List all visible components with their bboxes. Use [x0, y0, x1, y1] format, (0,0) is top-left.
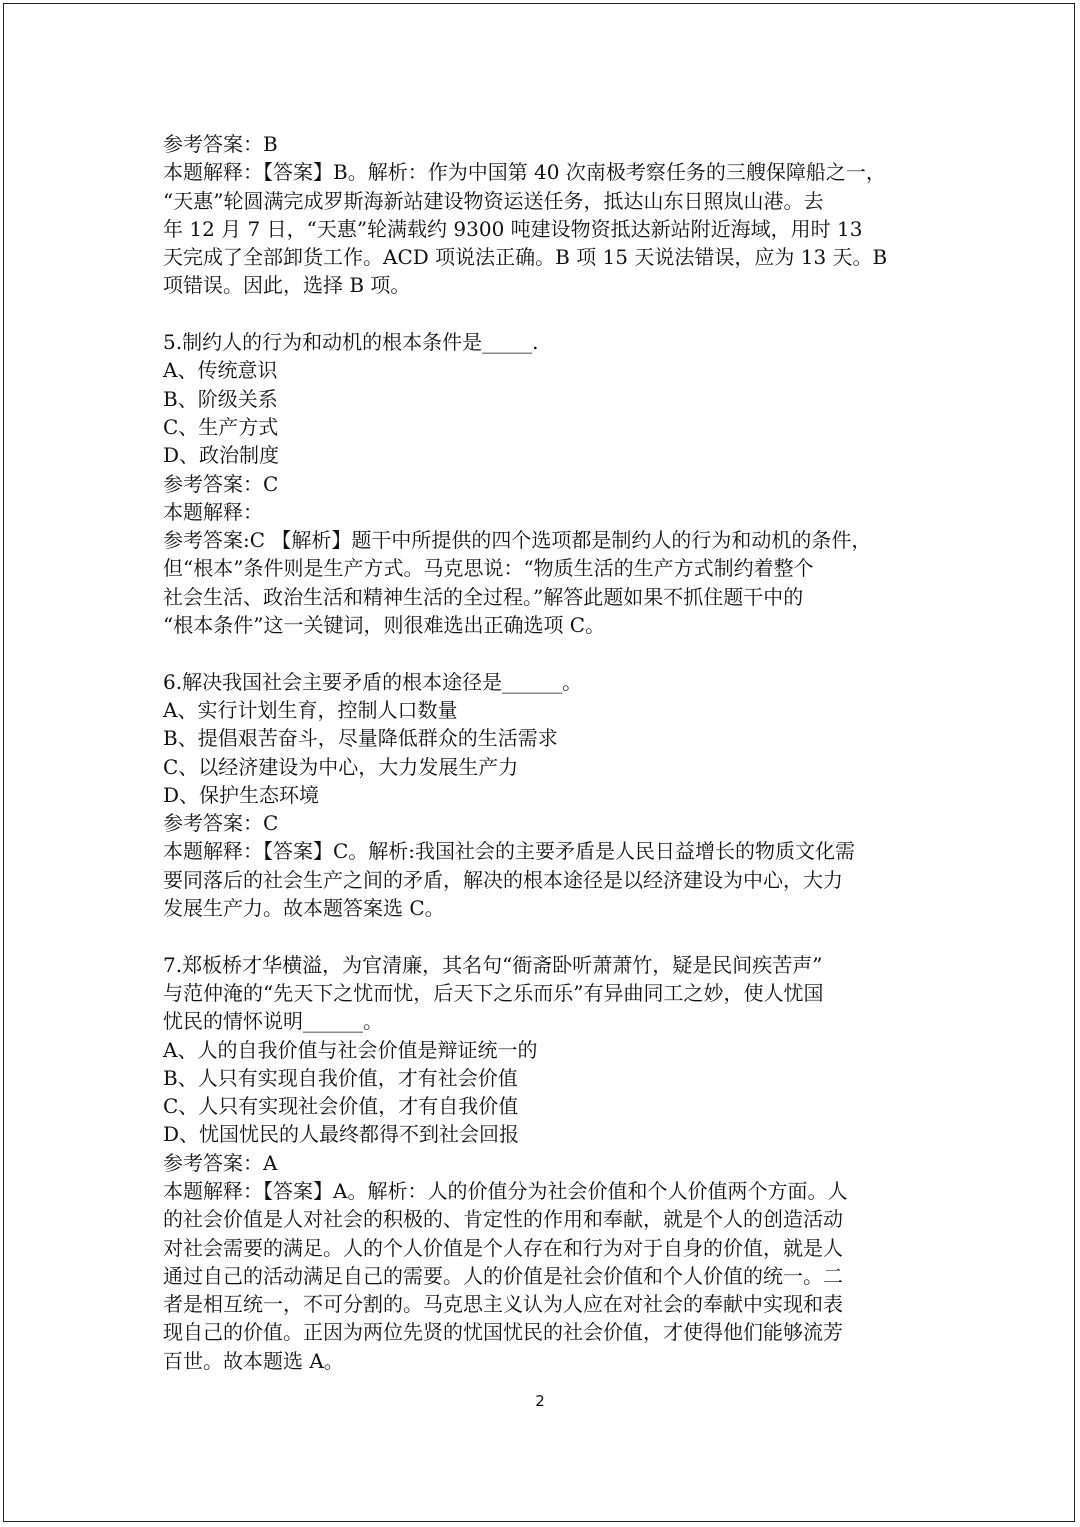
explanation-line: 通过自己的活动满足自己的需要。人的价值是社会价值和个人价值的统一。二 — [163, 1263, 843, 1288]
question-6 — [163, 668, 923, 923]
explanation-line: 发展生产力。故本题答案选 C。 — [163, 896, 445, 921]
explanation-line: 对社会需要的满足。人的个人价值是个人存在和行为对于自身的价值，就是人 — [163, 1235, 843, 1260]
option-d: D、保护生态环境 — [163, 782, 320, 807]
spacer — [163, 639, 923, 667]
question-text: 忧民的情怀说明______。 — [163, 1009, 383, 1034]
explanation-line: 年 12 月 7 日，“天惠”轮满载约 9300 吨建设物资抵达新站附近海域，用时 13 — [163, 216, 863, 241]
explanation-line: 本题解释：【答案】C。解析:我国社会的主要矛盾是人民日益增长的物质文化需 — [163, 839, 856, 864]
explanation-line: 现自己的价值。正因为两位先贤的忧国忧民的社会价值，才使得他们能够流芳 — [163, 1320, 843, 1345]
explanation-line: “根本条件”这一关键词，则很难选出正确选项 C。 — [163, 613, 606, 638]
explanation-label: 本题解释： — [163, 499, 263, 524]
option-a: A、传统意识 — [163, 358, 278, 383]
explanation-line: 者是相互统一，不可分割的。马克思主义认为人应在对社会的奉献中实现和表 — [163, 1292, 843, 1317]
question-4-tail — [163, 130, 923, 300]
spacer — [163, 300, 923, 328]
explanation-line: 要同落后的社会生产之间的矛盾，解决的根本途径是以经济建设为中心，大力 — [163, 867, 843, 892]
explanation-line: 的社会价值是人对社会的积极的、肯定性的作用和奉献，就是个人的创造活动 — [163, 1207, 843, 1232]
option-a: A、人的自我价值与社会价值是辩证统一的 — [163, 1037, 538, 1062]
question-7 — [163, 951, 923, 1375]
answer-line: 参考答案：C — [163, 811, 279, 836]
question-5 — [163, 328, 923, 639]
question-text: 5.制约人的行为和动机的根本条件是_____. — [163, 330, 539, 355]
explanation-line: “天惠”轮圆满完成罗斯海新站建设物资运送任务，抵达山东日照岚山港。去 — [163, 188, 824, 213]
answer-line: 参考答案：C — [163, 471, 279, 496]
explanation-line: 百世。故本题选 A。 — [163, 1348, 344, 1373]
answer-line: 参考答案：B — [163, 132, 278, 156]
option-d: D、忧国忧民的人最终都得不到社会回报 — [163, 1122, 520, 1147]
option-d: D、政治制度 — [163, 443, 280, 468]
question-text: 6.解决我国社会主要矛盾的根本途径是______。 — [163, 669, 583, 694]
answer-line: 参考答案：A — [163, 1150, 278, 1175]
explanation-line: 参考答案:C 【解析】题干中所提供的四个选项都是制约人的行为和动机的条件， — [163, 528, 872, 553]
explanation-line: 项错误。因此，选择 B 项。 — [163, 273, 411, 298]
explanation-line: 本题解释：【答案】A。解析：人的价值分为社会价值和个人价值两个方面。人 — [163, 1178, 848, 1203]
question-text: 7.郑板桥才华横溢，为官清廉，其名句“衙斋卧听萧萧竹，疑是民间疾苦声” — [163, 952, 823, 977]
option-a: A、实行计划生育，控制人口数量 — [163, 697, 458, 722]
explanation-line: 本题解释：【答案】B。解析：作为中国第 40 次南极考察任务的三艘保障船之一， — [163, 160, 886, 185]
option-b: B、阶级关系 — [163, 386, 278, 411]
option-c: C、以经济建设为中心，大力发展生产力 — [163, 754, 519, 779]
page-number: 2 — [535, 1392, 545, 1410]
explanation-line: 天完成了全部卸货工作。ACD 项说法正确。B 项 15 天说法错误，应为 13 天。B — [163, 245, 888, 270]
explanation-line: 但“根本”条件则是生产方式。马克思说：“物质生活的生产方式制约着整个 — [163, 556, 814, 581]
explanation-line: 社会生活、政治生活和精神生活的全过程。”解答此题如果不抓住题干中的 — [163, 584, 804, 609]
spacer — [163, 922, 923, 950]
question-text: 与范仲淹的“先天下之忧而忧，后天下之乐而乐”有异曲同工之妙，使人忧国 — [163, 980, 824, 1005]
option-c: C、人只有实现社会价值，才有自我价值 — [163, 1094, 519, 1119]
option-b: B、提倡艰苦奋斗，尽量降低群众的生活需求 — [163, 726, 558, 751]
option-c: C、生产方式 — [163, 414, 279, 439]
document-body — [163, 130, 923, 1375]
option-b: B、人只有实现自我价值，才有社会价值 — [163, 1065, 518, 1090]
